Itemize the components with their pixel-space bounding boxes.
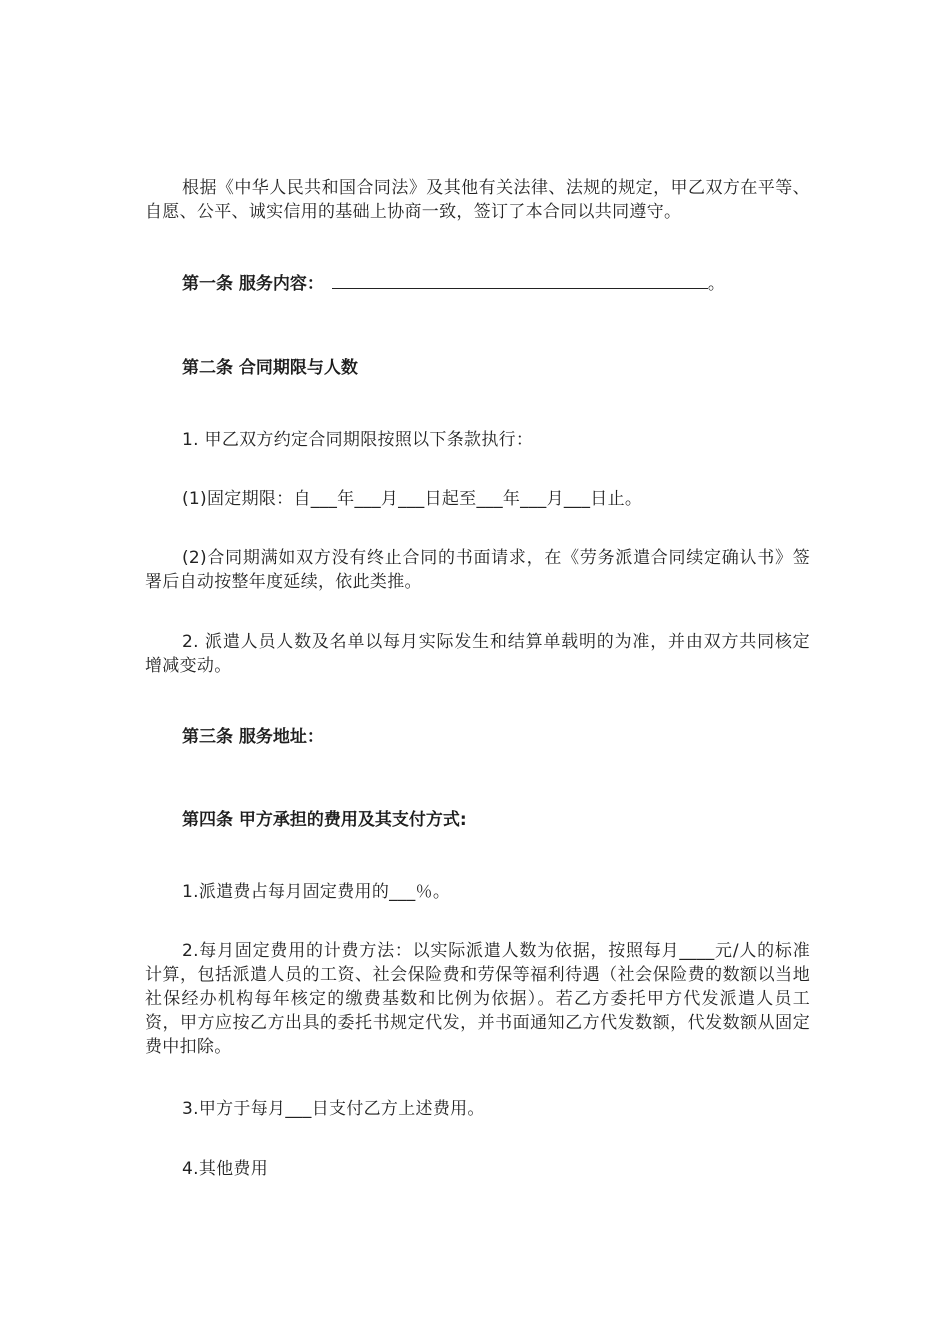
article-1-end-mark: 。 — [707, 274, 725, 294]
article-4-item-2: 2.每月固定费用的计费方法：以实际派遣人数为依据，按照每月____元/人的标准计算，包括派遣人员的工资、社会保险费和劳保等福利待遇（社会保险费的数额以当地社保经办机构每年核定的缴费基数和比例为依据）。若乙方委托甲方代发派遣人员工资，甲方应按乙方出具的委托书规定代发，并书面通知乙方代发数额，代发数额从固定费中扣除。 — [145, 941, 810, 1057]
article-4-item-4: 4.其他费用 — [182, 1159, 269, 1179]
service-content-blank — [332, 274, 708, 289]
article-3-heading: 第三条 服务地址： — [182, 727, 324, 747]
article-2-heading: 第二条 合同期限与人数 — [182, 358, 358, 378]
auto-renew-clause: (2)合同期满如双方没有终止合同的书面请求，在《劳务派遣合同续定确认书》签署后自动按整年度延续，依此类推。 — [145, 548, 810, 592]
article-2-item-2: 2. 派遣人员人数及名单以每月实际发生和结算单载明的为准，并由双方共同核定增减变动。 — [145, 632, 810, 676]
article-4-heading: 第四条 甲方承担的费用及其支付方式: — [182, 810, 467, 830]
article-4-item-1: 1.派遣费占每月固定费用的___％。 — [182, 882, 451, 902]
article-1-heading — [182, 272, 725, 296]
fixed-term-clause: (1)固定期限：自___年___月___日起至___年___月___日止。 — [182, 489, 643, 509]
article-4-item-3: 3.甲方于每月___日支付乙方上述费用。 — [182, 1099, 485, 1119]
article-2-item-1: 1. 甲乙双方约定合同期限按照以下条款执行： — [182, 430, 534, 450]
intro-paragraph: 根据《中华人民共和国合同法》及其他有关法律、法规的规定，甲乙双方在平等、自愿、公平、诚实信用的基础上协商一致，签订了本合同以共同遵守。 — [145, 178, 810, 222]
article-1-title: 第一条 服务内容： — [182, 274, 324, 294]
